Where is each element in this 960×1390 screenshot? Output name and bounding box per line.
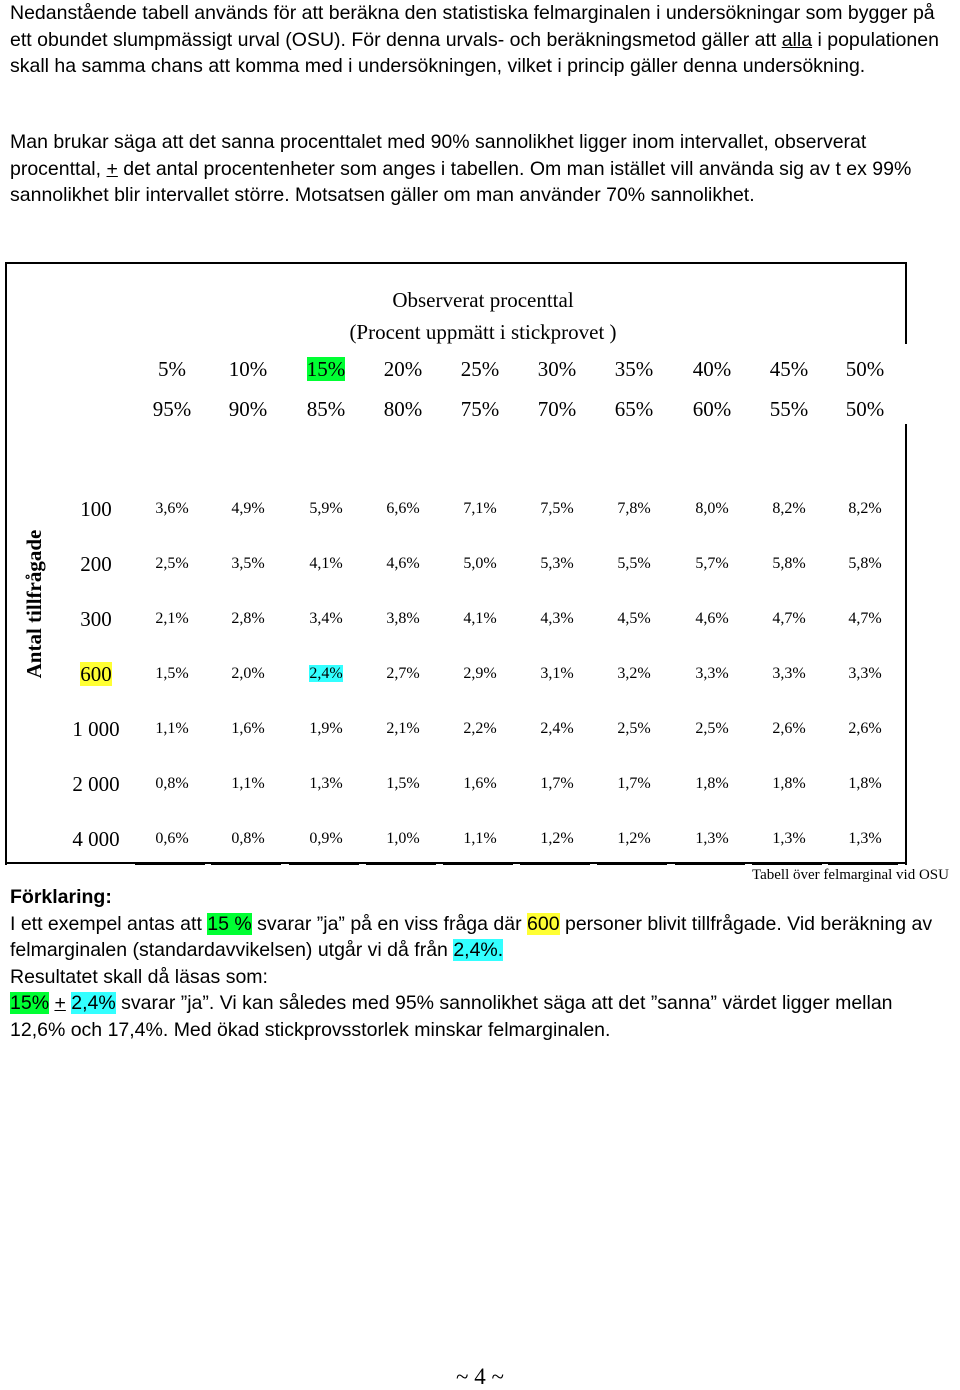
table-header-title: Observerat procenttal	[392, 288, 574, 312]
observed-percent-header: 45%	[769, 357, 809, 381]
margin-cell: 4,3%	[540, 610, 574, 627]
margin-cell: 4,6%	[386, 555, 420, 572]
margin-cell: 1,2%	[617, 830, 651, 847]
row-axis-label-text: Antal tillfrågade	[22, 529, 46, 679]
margin-cell: 8,2%	[848, 500, 882, 517]
complement-percent-header: 55%	[769, 397, 809, 421]
margin-cell: 2,4%	[540, 720, 574, 737]
observed-percent-header: 20%	[383, 357, 423, 381]
margin-cell: 5,9%	[309, 500, 343, 517]
table-left-border	[5, 262, 7, 865]
margin-cell: 3,4%	[309, 610, 343, 627]
result-plus-minus: +	[54, 992, 66, 1014]
margin-cell: 7,8%	[617, 500, 651, 517]
margin-cell: 2,7%	[386, 665, 420, 682]
margin-cell: 1,3%	[695, 830, 729, 847]
highlight-sample-size: 600	[527, 912, 560, 935]
margin-cell: 1,0%	[386, 830, 420, 847]
result-text: svarar ”ja”. Vi kan således med 95% sannolikhet säga att det ”sanna” värdet ligger mellan 12,6% och 17,4%. Med ökad stickprovsstorlek minskar felmarginalen.	[10, 992, 893, 1041]
column-rule-segment	[443, 862, 513, 865]
observed-percent-header: 25%	[460, 357, 500, 381]
explanation-result	[10, 990, 945, 1043]
margin-cell: 7,1%	[463, 500, 497, 517]
margin-cell: 1,6%	[463, 775, 497, 792]
margin-cell: 3,6%	[155, 500, 189, 517]
sample-size-label: 2 000	[72, 772, 120, 796]
margin-cell: 5,3%	[540, 555, 574, 572]
intro-paragraph-1	[10, 0, 945, 80]
observed-percent-header: 5%	[158, 357, 186, 381]
margin-cell: 4,7%	[772, 610, 806, 627]
explanation-text-a: I ett exempel antas att	[10, 912, 208, 935]
complement-percent-header: 95%	[152, 397, 192, 421]
explanation-example	[10, 911, 945, 964]
margin-cell: 2,5%	[695, 720, 729, 737]
margin-cell: 5,5%	[617, 555, 651, 572]
observed-percent-header: 40%	[692, 357, 732, 381]
margin-cell: 4,7%	[848, 610, 882, 627]
margin-cell: 2,1%	[386, 720, 420, 737]
complement-percent-header: 85%	[306, 397, 346, 421]
margin-cell: 8,2%	[772, 500, 806, 517]
intro-p1-underlined-word: alla	[781, 28, 813, 51]
explanation-title: Förklaring:	[10, 886, 112, 908]
margin-cell: 1,3%	[772, 830, 806, 847]
sample-size-label: 100	[80, 497, 112, 521]
margin-cell: 2,2%	[463, 720, 497, 737]
plus-minus-sign: +	[106, 157, 118, 180]
margin-cell: 2,0%	[231, 665, 265, 682]
sample-size-label: 300	[80, 607, 112, 631]
observed-percent-header: 50%	[845, 357, 885, 381]
result-percent: 15%	[10, 992, 50, 1014]
column-rule-segment	[289, 862, 359, 865]
margin-cell	[290, 663, 362, 685]
margin-cell: 5,8%	[848, 555, 882, 572]
margin-cell: 1,8%	[772, 775, 806, 792]
margin-cell: 7,5%	[540, 500, 574, 517]
explanation-result-intro: Resultatet skall då läsas som:	[10, 965, 268, 988]
intro-p2-text-a: Man brukar säga att det sanna procenttalet med 90% sannolikhet ligger inom intervallet, observerat procenttal,	[10, 131, 867, 180]
column-rule-segment	[597, 862, 667, 865]
table-right-border-upper	[905, 262, 907, 344]
margin-cell: 1,5%	[155, 665, 189, 682]
margin-cell: 1,1%	[231, 775, 265, 792]
margin-cell: 3,1%	[540, 665, 574, 682]
intro-paragraph-2	[10, 129, 945, 209]
margin-cell: 3,2%	[617, 665, 651, 682]
margin-cell: 4,1%	[463, 610, 497, 627]
margin-cell: 1,3%	[848, 830, 882, 847]
margin-cell: 4,1%	[309, 555, 343, 572]
table-bottom-border	[5, 862, 907, 864]
margin-cell: 0,8%	[231, 830, 265, 847]
margin-cell: 2,1%	[155, 610, 189, 627]
margin-cell: 1,7%	[617, 775, 651, 792]
column-rule-segment	[520, 862, 590, 865]
margin-cell: 2,5%	[617, 720, 651, 737]
explanation-section	[10, 884, 945, 1043]
margin-cell: 6,6%	[386, 500, 420, 517]
column-rule-segment	[135, 862, 205, 865]
margin-cell: 1,8%	[848, 775, 882, 792]
intro-p1-text-b: i populationen skall ha samma chans att komma med i undersökningen, vilket i princip gäller denna undersökning.	[10, 28, 939, 77]
margin-cell: 3,3%	[695, 665, 729, 682]
highlighted-percent-header: 15%	[306, 357, 346, 381]
margin-cell: 3,8%	[386, 610, 420, 627]
explanation-text-b: svarar ”ja” på en viss fråga där	[251, 912, 528, 935]
complement-percent-header: 70%	[537, 397, 577, 421]
observed-percent-header: 35%	[614, 357, 654, 381]
margin-cell: 5,7%	[695, 555, 729, 572]
observed-percent-header	[291, 355, 361, 383]
margin-cell: 2,9%	[463, 665, 497, 682]
sample-size-label: 1 000	[72, 717, 120, 741]
margin-cell: 0,9%	[309, 830, 343, 847]
margin-cell: 2,6%	[848, 720, 882, 737]
page-number: ~ 4 ~	[456, 1364, 504, 1389]
margin-cell: 2,8%	[231, 610, 265, 627]
margin-cell: 2,6%	[772, 720, 806, 737]
margin-cell: 1,1%	[155, 720, 189, 737]
highlighted-sample-size: 600	[80, 662, 112, 686]
table-right-border-lower	[905, 424, 907, 865]
intro-p2-text-b: det antal procentenheter som anges i tabellen. Om man istället vill använda sig av t ex 99% sannolikhet blir intervallet större. Motsatsen gäller om man använder 70% sannolikhet.	[10, 157, 912, 206]
margin-cell: 5,8%	[772, 555, 806, 572]
complement-percent-header: 60%	[692, 397, 732, 421]
table-header-subtitle: (Procent uppmätt i stickprovet )	[349, 320, 617, 344]
margin-cell: 0,8%	[155, 775, 189, 792]
margin-cell: 5,0%	[463, 555, 497, 572]
margin-cell: 4,9%	[231, 500, 265, 517]
column-rule-segment	[366, 862, 436, 865]
table-top-border	[5, 262, 907, 264]
margin-cell: 3,3%	[772, 665, 806, 682]
complement-percent-header: 80%	[383, 397, 423, 421]
sample-size-label: 200	[80, 552, 112, 576]
margin-cell: 1,7%	[540, 775, 574, 792]
margin-cell: 4,5%	[617, 610, 651, 627]
margin-cell: 0,6%	[155, 830, 189, 847]
observed-percent-header: 30%	[537, 357, 577, 381]
margin-cell: 2,5%	[155, 555, 189, 572]
result-margin: 2,4%	[71, 992, 116, 1014]
complement-percent-header: 75%	[460, 397, 500, 421]
margin-cell: 1,1%	[463, 830, 497, 847]
complement-percent-header: 50%	[845, 397, 885, 421]
margin-cell: 1,9%	[309, 720, 343, 737]
highlight-margin: 2,4%.	[453, 939, 504, 961]
table-caption: Tabell över felmarginal vid OSU	[752, 867, 949, 883]
margin-cell: 1,2%	[540, 830, 574, 847]
sample-size-label: 4 000	[72, 827, 120, 851]
observed-percent-header: 10%	[228, 357, 268, 381]
margin-cell: 1,5%	[386, 775, 420, 792]
intro-p1-text-a: Nedanstående tabell används för att beräkna den statistiska felmarginalen i undersökningar som bygger på ett obundet slumpmässigt urval (OSU). För denna urvals- och beräkningsmetod gäller att	[10, 2, 935, 51]
margin-cell: 1,8%	[695, 775, 729, 792]
margin-cell: 3,3%	[848, 665, 882, 682]
margin-cell: 1,3%	[309, 775, 343, 792]
margin-cell: 4,6%	[695, 610, 729, 627]
column-rule-segment	[211, 862, 281, 865]
column-rule-segment	[752, 862, 822, 865]
sample-size-label	[52, 660, 140, 688]
column-rule-segment	[828, 862, 898, 865]
margin-cell: 1,6%	[231, 720, 265, 737]
complement-percent-header: 65%	[614, 397, 654, 421]
explanation-text-c: personer blivit tillfrågade. Vid beräkning av felmarginalen (standardavvikelsen) utgår vi då från	[10, 912, 933, 961]
highlighted-margin-cell: 2,4%	[309, 665, 343, 682]
margin-cell: 8,0%	[695, 500, 729, 517]
column-rule-segment	[675, 862, 745, 865]
margin-cell: 3,5%	[231, 555, 265, 572]
highlight-percent: 15 %	[207, 912, 252, 935]
complement-percent-header: 90%	[228, 397, 268, 421]
